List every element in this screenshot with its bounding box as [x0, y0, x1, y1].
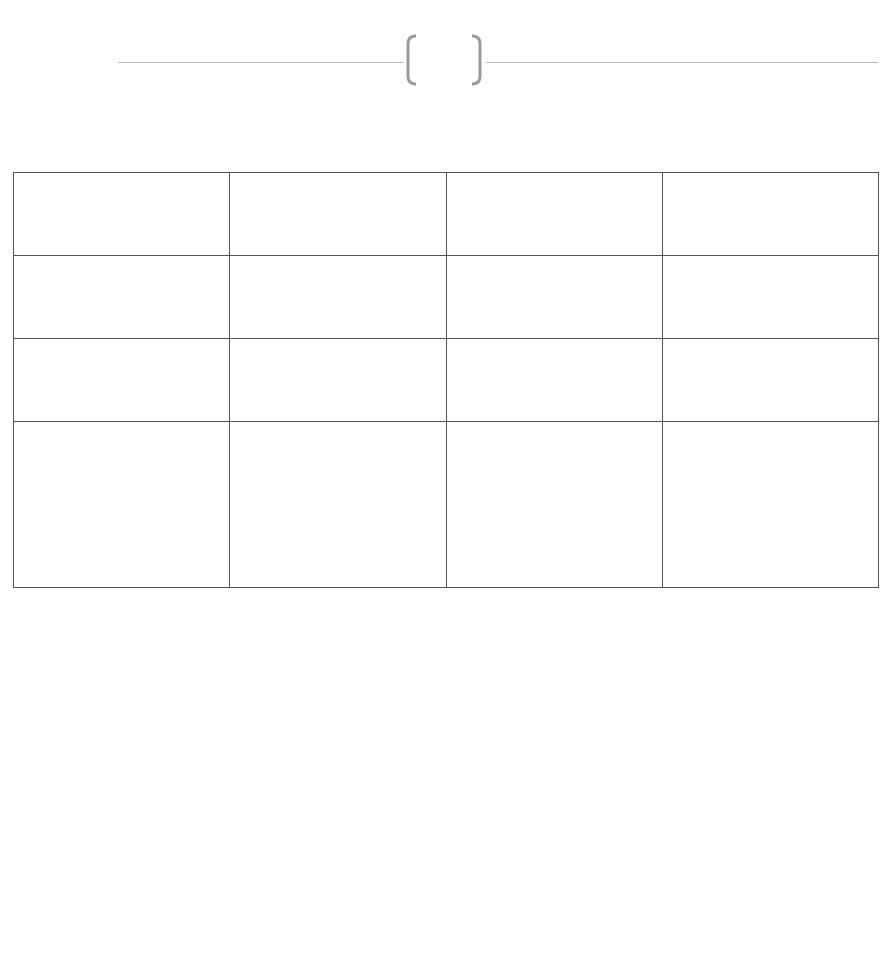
header-cell-enzyme	[14, 173, 230, 256]
table-row	[14, 256, 879, 339]
table-cell	[230, 422, 447, 588]
header-rule-right	[486, 62, 878, 63]
table-cell	[14, 256, 230, 339]
list-item	[145, 887, 178, 917]
header-cell-glands	[230, 173, 447, 256]
table-row	[14, 339, 879, 422]
list-item	[145, 916, 178, 946]
section-7-heading	[110, 607, 118, 632]
table-cell	[14, 339, 230, 422]
table-cell	[14, 422, 230, 588]
table-cell	[230, 256, 447, 339]
table-row	[14, 422, 879, 588]
table-cell	[447, 339, 663, 422]
header-cell-note	[663, 173, 879, 256]
list-item	[145, 798, 178, 828]
table-cell	[663, 422, 879, 588]
page-number-frame	[404, 34, 484, 86]
list-item	[145, 828, 178, 858]
list-item	[145, 857, 178, 887]
table-cell	[447, 256, 663, 339]
section-6-heading	[110, 130, 118, 155]
table-cell	[663, 256, 879, 339]
header-rule-left	[118, 62, 403, 63]
table-cell	[663, 339, 879, 422]
header-cell-process	[447, 173, 663, 256]
enzyme-table	[13, 172, 879, 588]
table-cell	[447, 422, 663, 588]
table-header-row	[14, 173, 879, 256]
section-8-heading	[110, 767, 118, 792]
table-cell	[230, 339, 447, 422]
cinquain-list	[145, 798, 178, 946]
